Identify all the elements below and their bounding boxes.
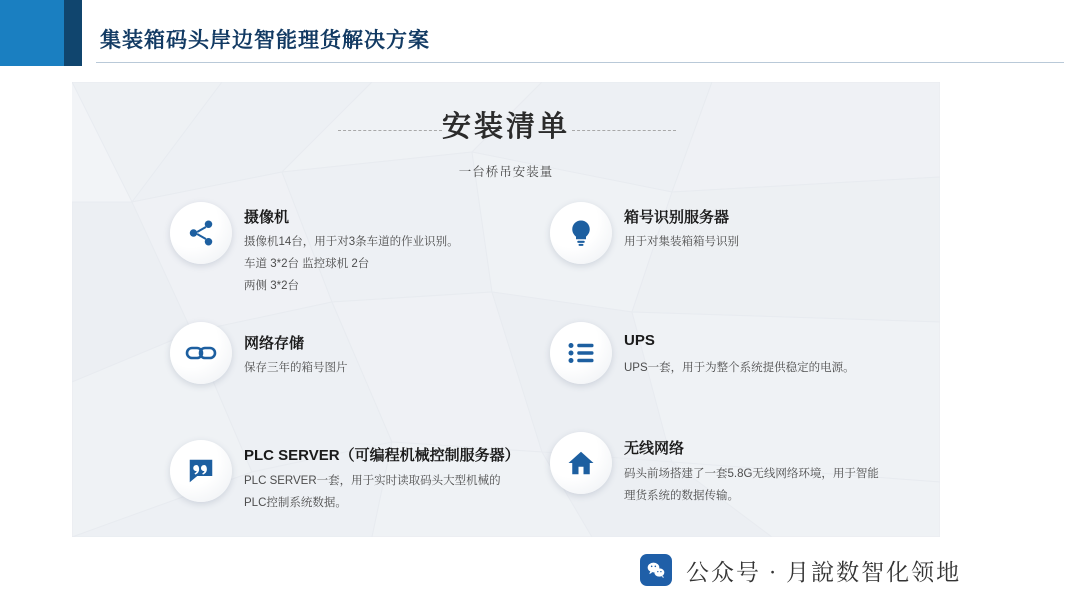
item-detail-line: 码头前场搭建了一套5.8G无线网络环境，用于智能 — [624, 468, 879, 480]
item-detail-line: UPS一套，用于为整个系统提供稳定的电源。 — [624, 362, 855, 374]
title-dash-left — [338, 130, 442, 131]
lightbulb-icon — [550, 202, 612, 264]
item-detail-line: 车道 3*2台 监控球机 2台 — [244, 258, 370, 270]
home-icon — [550, 432, 612, 494]
list-glyph — [566, 338, 596, 368]
header-divider — [96, 62, 1064, 63]
footer-text: 公众号 · 月說数智化领地 — [686, 559, 962, 585]
share-nodes-icon — [170, 202, 232, 264]
panel-subtitle: 一台桥吊安装量 — [458, 165, 554, 179]
item-title: UPS — [624, 332, 655, 349]
wechat-icon — [640, 554, 672, 586]
home-glyph — [566, 448, 596, 478]
title-dash-right — [572, 130, 676, 131]
list-icon — [550, 322, 612, 384]
item-detail-line: 理货系统的数据传输。 — [624, 490, 739, 502]
item-detail-line: 用于对集装箱箱号识别 — [624, 236, 739, 248]
header-accent-block — [0, 0, 64, 66]
item-title: PLC SERVER（可编程机械控制服务器） — [244, 447, 520, 464]
slide-header — [0, 0, 1080, 68]
header-accent-block-dark — [64, 0, 82, 66]
item-title: 网络存储 — [244, 335, 305, 352]
lightbulb-glyph — [566, 218, 596, 248]
quote-bubble-icon — [170, 440, 232, 502]
content-panel — [72, 82, 940, 537]
item-detail-line: PLC SERVER一套，用于实时读取码头大型机械的 — [244, 475, 501, 487]
link-chain-glyph — [184, 336, 218, 370]
item-detail-line: 保存三年的箱号图片 — [244, 362, 348, 374]
item-title: 摄像机 — [244, 209, 290, 226]
item-title: 无线网络 — [624, 440, 685, 457]
link-chain-icon — [170, 322, 232, 384]
share-nodes-glyph — [186, 218, 216, 248]
item-detail-line: PLC控制系统数据。 — [244, 497, 347, 509]
footer-watermark — [640, 546, 1060, 594]
item-detail-line: 两侧 3*2台 — [244, 280, 299, 292]
quote-bubble-glyph — [186, 456, 216, 486]
page-title: 集装箱码头岸边智能理货解决方案 — [100, 29, 430, 52]
panel-title: 安装清单 — [441, 111, 570, 143]
item-title: 箱号识别服务器 — [624, 209, 730, 226]
item-detail-line: 摄像机14台，用于对3条车道的作业识别。 — [244, 236, 459, 248]
wechat-glyph — [646, 560, 666, 580]
